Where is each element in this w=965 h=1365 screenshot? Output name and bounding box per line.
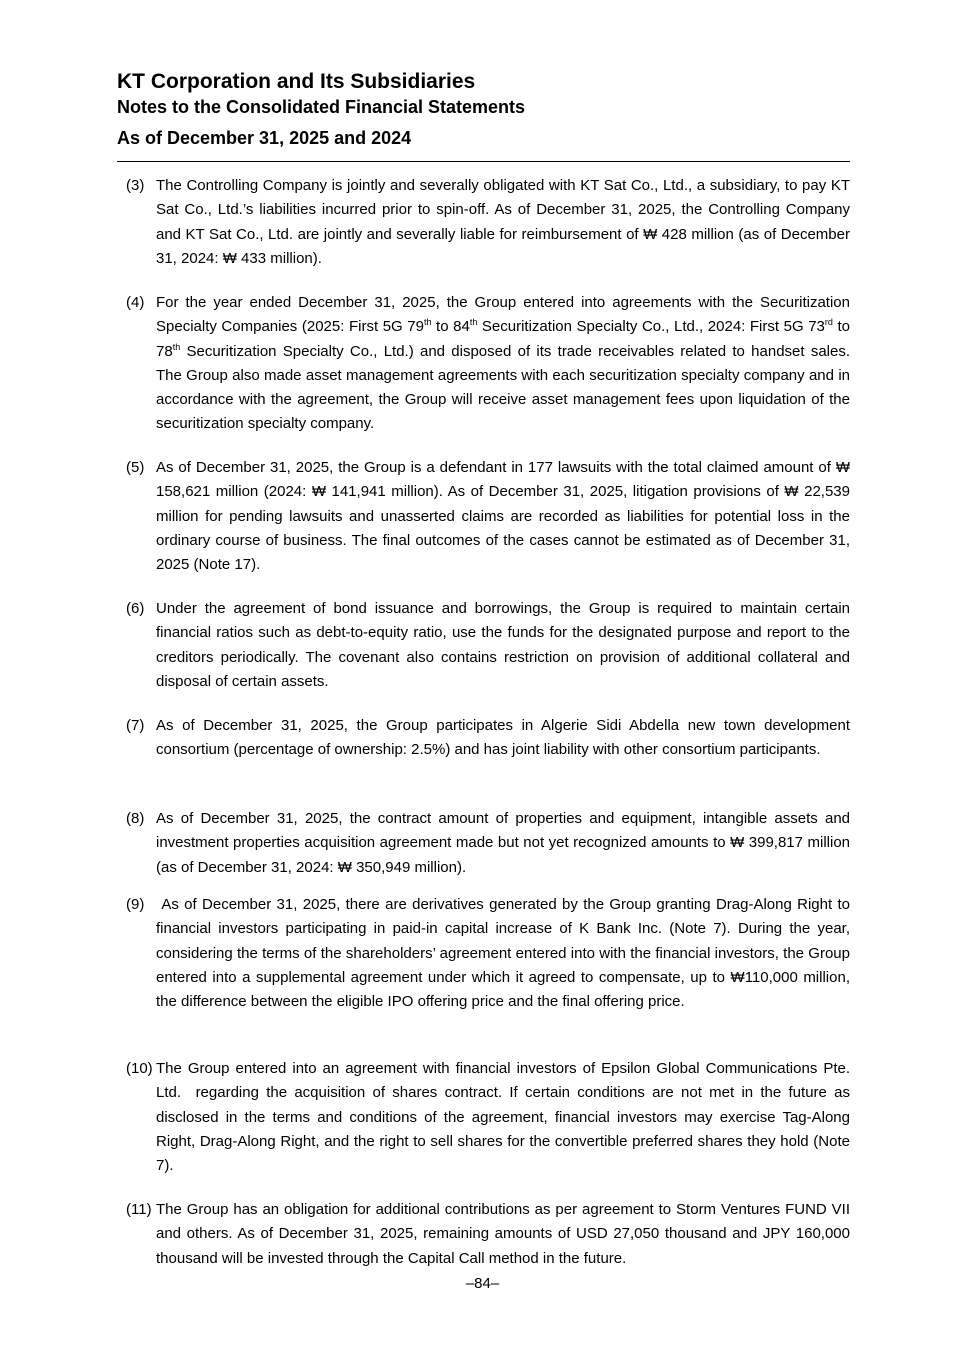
note-6 <box>126 597 850 694</box>
note-number: (9) <box>126 896 145 913</box>
note-text: For the year ended December 31, 2025, the Group entered into agreements with the Securitization Specialty Companies (2025: First 5G 79th to 84th Securitization Specialty Co., Ltd., 2024: First 5G 73rd to 78th Securitization Specialty Co., Ltd.) and disposed of its trade receivables related to handset sales. The Group also made asset management agreements with each securitization specialty company and in accordance with the agreement, the Group will receive asset management fees upon liquidation of the securitization specialty company. <box>156 294 850 433</box>
note-text: As of December 31, 2025, the Group is a defendant in 177 lawsuits with the total claimed amount of ₩ 158,621 million (2024: ₩ 141,941 million). As of December 31, 2025, litigation provisions of ₩ 22,539 million for pending lawsuits and unasserted claims are recorded as liabilities for potential loss in the ordinary course of business. The final outcomes of the cases cannot be estimated as of December 31, 2025 (Note 17). <box>156 459 850 574</box>
note-text: As of December 31, 2025, the Group participates in Algerie Sidi Abdella new town development consortium (percentage of ownership: 2.5%) and has joint liability with other consortium participants. <box>156 717 850 759</box>
note-number: (8) <box>126 810 145 827</box>
note-text: As of December 31, 2025, the contract amount of properties and equipment, intangible assets and investment properties acquisition agreement made but not yet recognized amounts to ₩ 399,817 million (as of December 31, 2024: ₩ 350,949 million). <box>156 810 850 876</box>
note-10 <box>126 1057 855 1178</box>
note-9 <box>126 893 855 1014</box>
note-7 <box>126 714 850 763</box>
note-number: (6) <box>126 600 145 617</box>
note-4 <box>126 291 850 437</box>
page-header <box>117 68 850 149</box>
note-3 <box>126 174 850 271</box>
note-number: (3) <box>126 177 145 194</box>
note-number: (7) <box>126 717 145 734</box>
note-11 <box>126 1198 850 1271</box>
company-title: KT Corporation and Its Subsidiaries <box>117 70 476 93</box>
header-divider <box>117 161 850 162</box>
note-text: The Controlling Company is jointly and severally obligated with KT Sat Co., Ltd., a subsidiary, to pay KT Sat Co., Ltd.’s liabilities incurred prior to spin-off. As of December 31, 2025, the Controlling Company and KT Sat Co., Ltd. are jointly and severally liable for reimbursement of ₩ 428 million (as of December 31, 2024: ₩ 433 million). <box>156 177 850 267</box>
notes-title: Notes to the Consolidated Financial Statements <box>117 97 526 117</box>
note-8 <box>126 807 850 880</box>
note-text: The Group has an obligation for additional contributions as per agreement to Storm Ventures FUND VII and others. As of December 31, 2025, remaining amounts of USD 27,050 thousand and JPY 160,000 thousand will be invested through the Capital Call method in the future. <box>156 1201 850 1267</box>
note-text: The Group entered into an agreement with financial investors of Epsilon Global Communications Pte. Ltd. regarding the acquisition of shares contract. If certain conditions are not met in the future as disclosed in the terms and conditions of the agreement, financial investors may exercise Tag-Along Right, Drag-Along Right, and the right to sell shares for the convertible preferred shares they hold (Note 7). <box>156 1060 855 1175</box>
note-number: (4) <box>126 294 145 311</box>
note-number: (11) <box>126 1201 152 1218</box>
note-5 <box>126 456 850 577</box>
period-title: As of December 31, 2025 and 2024 <box>117 128 412 148</box>
note-number: (10) <box>126 1060 153 1077</box>
page-number: –84– <box>465 1275 500 1292</box>
note-text: As of December 31, 2025, there are derivatives generated by the Group granting Drag-Along Right to financial investors participating in paid-in capital increase of K Bank Inc. (Note 7). During the year, considering the terms of the shareholders’ agreement entered into with the financial investors, the Group entered into a supplemental agreement under which it agreed to compensate, up to ₩110,000 million, the difference between the eligible IPO offering price and the final offering price. <box>156 896 855 1011</box>
note-text: Under the agreement of bond issuance and borrowings, the Group is required to maintain certain financial ratios such as debt-to-equity ratio, use the funds for the designated purpose and report to the creditors periodically. The covenant also contains restriction on provision of additional collateral and disposal of certain assets. <box>156 600 850 690</box>
note-number: (5) <box>126 459 145 476</box>
